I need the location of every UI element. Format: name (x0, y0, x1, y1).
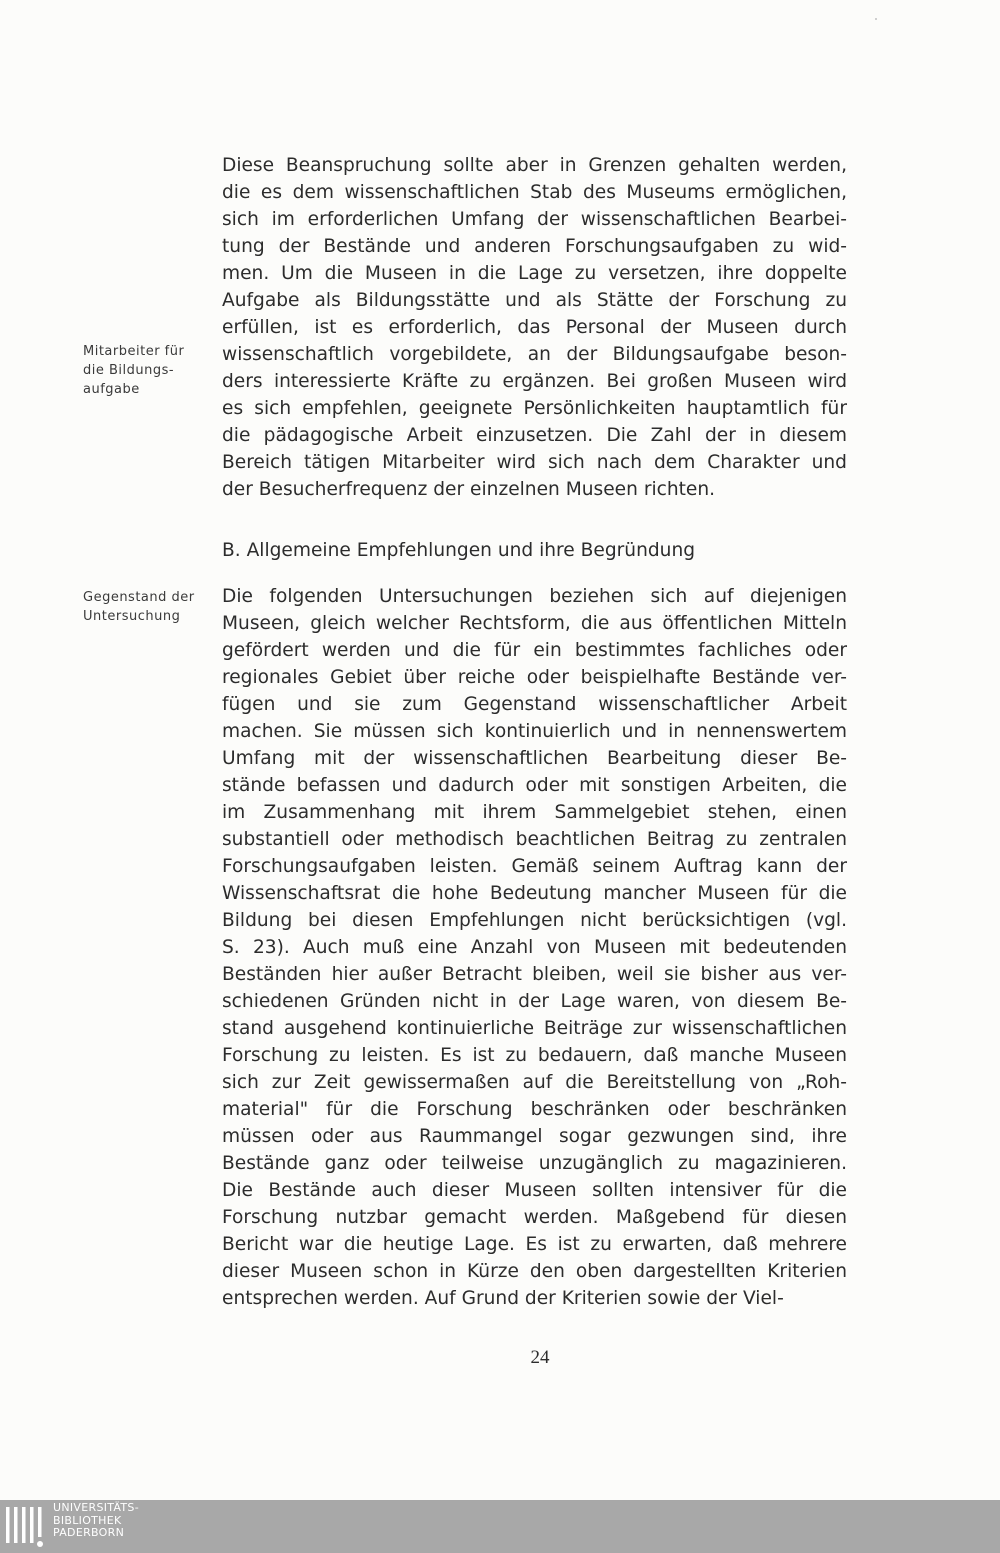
text-line: Forschung zu leisten. Es ist zu bedauern, daß manche Museen (222, 1045, 847, 1066)
logo-line: UNIVERSITÄTS- (53, 1501, 139, 1514)
paragraph-1 (222, 152, 847, 503)
text-line: tung der Bestände und anderen Forschungsaufgaben zu wid- (222, 236, 847, 257)
text-line: Bericht war die heutige Lage. Es ist zu erwarten, daß mehrere (222, 1234, 847, 1255)
text-line: men. Um die Museen in die Lage zu versetzen, ihre doppelte (222, 263, 847, 284)
text-line: der Besucherfrequenz der einzelnen Museen richten. (222, 479, 716, 500)
library-logo-text (53, 1502, 139, 1540)
text-line: Beständen hier außer Betracht bleiben, weil sie bisher aus ver- (222, 964, 847, 985)
text-line: material" für die Forschung beschränken oder beschränken (222, 1099, 847, 1120)
text-line: Die Bestände auch dieser Museen sollten intensiver für die (222, 1180, 847, 1201)
text-line: Die folgenden Untersuchungen beziehen sich auf diejenigen (222, 586, 847, 607)
text-line: es sich empfehlen, geeignete Persönlichkeiten hauptamtlich für (222, 398, 847, 419)
logo-line: BIBLIOTHEK (53, 1513, 122, 1527)
text-line: sich im erforderlichen Umfang der wissenschaftlichen Bearbei- (222, 209, 847, 230)
text-line: ders interessierte Kräfte zu ergänzen. Bei großen Museen wird (222, 371, 847, 392)
text-line: fügen und sie zum Gegenstand wissenschaftlicher Arbeit (222, 694, 847, 715)
margin-note-line: Gegenstand der (83, 590, 195, 605)
text-line: Bereich tätigen Mitarbeiter wird sich nach dem Charakter und (222, 452, 847, 473)
margin-note-line: Untersuchung (83, 609, 181, 624)
text-line: sich zur Zeit gewissermaßen auf die Bereitstellung von „Roh- (222, 1072, 847, 1093)
section-heading: B. Allgemeine Empfehlungen und ihre Begründung (222, 540, 696, 561)
text-line: wissenschaftlich vorgebildete, an der Bildungsaufgabe beson- (222, 344, 847, 365)
text-line: erfüllen, ist es erforderlich, das Personal der Museen durch (222, 317, 847, 338)
text-line: Bildung bei diesen Empfehlungen nicht berücksichtigen (vgl. (222, 910, 847, 931)
text-line: substantiell oder methodisch beachtlichen Beitrag zu zentralen (222, 829, 847, 850)
text-line: dieser Museen schon in Kürze den oben dargestellten Kriterien (222, 1261, 847, 1282)
text-line: Aufgabe als Bildungsstätte und als Stätte der Forschung zu (222, 290, 847, 311)
paragraph-2 (222, 583, 847, 1312)
text-line: Bestände ganz oder teilweise unzugänglich zu magazinieren. (222, 1153, 847, 1174)
text-line: gefördert werden und die für ein bestimmtes fachliches oder (222, 640, 847, 661)
text-line: die pädagogische Arbeit einzusetzen. Die Zahl der in diesem (222, 425, 847, 446)
scan-speck (875, 18, 877, 20)
margin-note-line: die Bildungs- (83, 363, 175, 378)
page-number: 24 (530, 1347, 550, 1368)
text-line: stand ausgehend kontinuierliche Beiträge zur wissenschaftlichen (222, 1018, 847, 1039)
margin-note-staff (83, 342, 203, 399)
text-line: die es dem wissenschaftlichen Stab des Museums ermöglichen, (222, 182, 847, 203)
margin-note-subject (83, 588, 203, 626)
logo-line: PADERBORN (53, 1526, 125, 1539)
text-line: Forschung nutzbar gemacht werden. Maßgebend für diesen (222, 1207, 847, 1228)
text-line: Wissenschaftsrat die hohe Bedeutung mancher Museen für die (222, 883, 847, 904)
text-line: machen. Sie müssen sich kontinuierlich und in nennenswertem (222, 721, 847, 742)
text-line: Umfang mit der wissenschaftlichen Bearbeitung dieser Be- (222, 748, 847, 769)
text-line: im Zusammenhang mit ihrem Sammelgebiet stehen, einen (222, 802, 847, 823)
text-line: stände befassen und dadurch oder mit sonstigen Arbeiten, die (222, 775, 847, 796)
margin-note-line: aufgabe (83, 382, 140, 397)
text-line: entsprechen werden. Auf Grund der Kriterien sowie der Viel- (222, 1288, 784, 1309)
text-line: Museen, gleich welcher Rechtsform, die aus öffentlichen Mitteln (222, 613, 847, 634)
text-line: Diese Beanspruchung sollte aber in Grenzen gehalten werden, (222, 155, 847, 176)
text-line: S. 23). Auch muß eine Anzahl von Museen mit bedeutenden (222, 937, 847, 958)
text-line: müssen oder aus Raummangel sogar gezwungen sind, ihre (222, 1126, 847, 1147)
text-line: schiedenen Gründen nicht in der Lage waren, von diesem Be- (222, 991, 847, 1012)
text-line: Forschungsaufgaben leisten. Gemäß seinem Auftrag kann der (222, 856, 847, 877)
text-line: regionales Gebiet über reiche oder beispielhafte Bestände ver- (222, 667, 847, 688)
margin-note-line: Mitarbeiter für (83, 344, 185, 359)
